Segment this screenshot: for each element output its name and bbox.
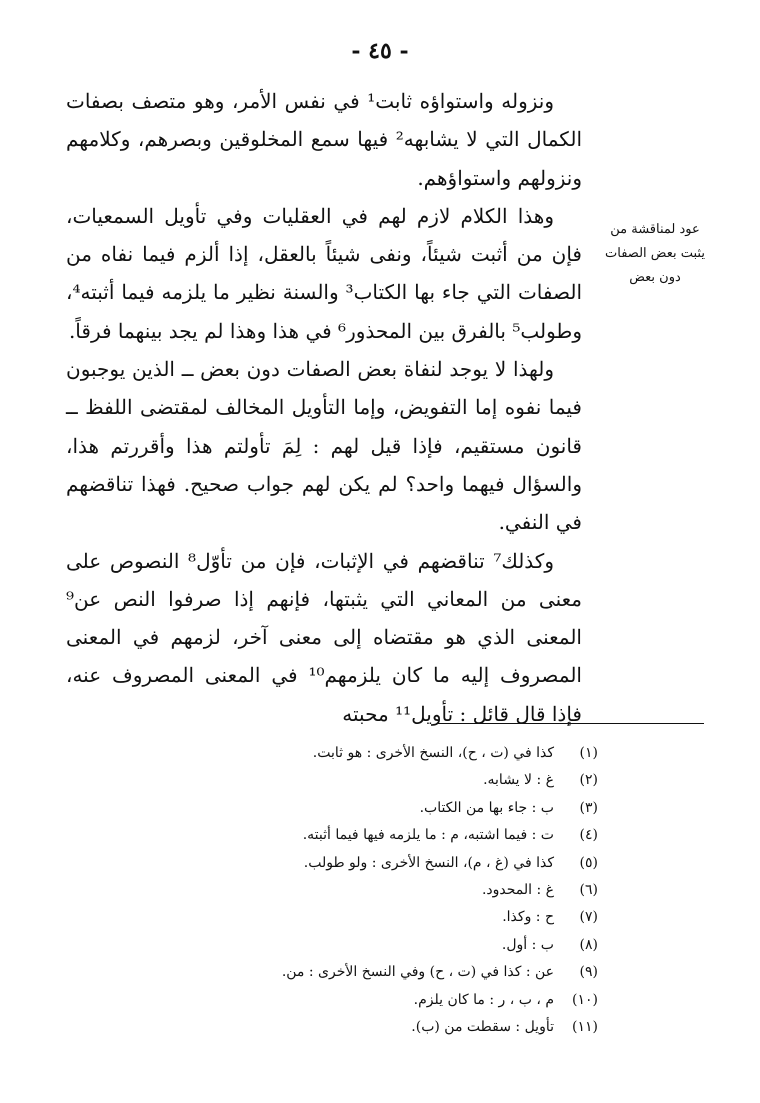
paragraph: ولهذا لا يوجد لنفاة بعض الصفات دون بعض ــ الذين يوجبون فيما نفوه إما التفويض، وإما التأويل المخالف لمقتضى اللفظ ــ قانون مستقيم، فإذا قيل لهم : لِمَ تأولتم هذا وأقررتم هذا، والسؤال فيهما واحد؟ لم يكن لهم جواب صحيح. فهذا تناقضهم في النفي. (66, 357, 582, 535)
footnote-number: (٣) (579, 799, 598, 816)
footnote-text: كذا في (ت ، ح)، النسخ الأخرى : هو ثابت. (312, 745, 554, 761)
footnotes (150, 740, 598, 1041)
footnote (150, 959, 598, 986)
footnote (150, 987, 598, 1014)
footnote-number: (٧) (579, 909, 598, 926)
paragraph: وهذا الكلام لازم لهم في العقليات وفي تأويل السمعيات، فإن من أثبت شيئاً، ونفى شيئاً بالعقل، إذا ألزم فيما نفاه من الصفات التي جاء بها الكتاب³ والسنة نظير ما يلزمه فيما أثبته⁴، وطولب⁵ بالفرق بين المحذور⁶ في هذا وهذا لم يجد بينهما فرقاً. (66, 203, 582, 343)
footnote-text: ب : جاء بها من الكتاب. (419, 799, 554, 816)
footnote-text: عن : كذا في (ت ، ح) وفي النسخ الأخرى : من. (281, 964, 554, 981)
footnote-number: (٩) (579, 964, 598, 981)
footnote-number: (١) (579, 745, 598, 761)
footnote-number: (١١) (572, 1019, 598, 1036)
footnote (150, 1014, 598, 1041)
page-number: - ٤٥ - (351, 38, 409, 64)
footnote (150, 850, 598, 877)
footnote-number: (١٠) (572, 991, 598, 1008)
footnote-text: كذا في (غ ، م)، النسخ الأخرى : ولو طولب. (303, 854, 554, 871)
margin-note: عود لمناقشة من يثبت بعض الصفات دون بعض (605, 222, 705, 285)
footnote-text: م ، ب ، ر : ما كان يلزم. (413, 991, 554, 1008)
main-text (66, 82, 582, 733)
footnote-text: غ : لا يشابه. (483, 772, 554, 789)
footnote (150, 795, 598, 822)
footnote (150, 904, 598, 931)
footnote-number: (٨) (579, 936, 598, 953)
footnote-number: (٦) (579, 882, 598, 899)
footnote (150, 767, 598, 794)
footnote-text: غ : المحدود. (481, 882, 554, 899)
footnote (150, 822, 598, 849)
footnote-text: ح : وكذا. (502, 909, 554, 926)
footnote-number: (٢) (579, 772, 598, 789)
footnote-divider (438, 723, 704, 724)
footnote-text: ب : أول. (501, 936, 554, 953)
paragraph: وكذلك⁷ تناقضهم في الإثبات، فإن من تأوّل⁸ النصوص على معنى من المعاني التي يثبتها، فإنهم إذا صرفوا النص عن⁹ المعنى الذي هو مقتضاه إلى معنى آخر، لزمهم في المعنى المصروف إليه ما كان يلزمهم¹⁰ في المعنى المصروف عنه، فإذا قال قائل : تأويل¹¹ محبته (66, 548, 582, 726)
footnote-text: تأويل : سقطت من (ب). (411, 1019, 554, 1036)
footnote-number: (٤) (579, 827, 598, 844)
footnote (150, 740, 598, 767)
footnote (150, 877, 598, 904)
footnote (150, 932, 598, 959)
footnote-text: ت : فيما اشتبه، م : ما يلزمه فيها فيما أثبته. (302, 827, 554, 844)
paragraph: ونزوله واستواؤه ثابت¹ في نفس الأمر، وهو متصف بصفات الكمال التي لا يشابهه² فيها سمع المخلوقين وبصرهم، وكلامهم ونزولهم واستواؤهم. (66, 89, 583, 190)
footnote-number: (٥) (579, 854, 598, 871)
